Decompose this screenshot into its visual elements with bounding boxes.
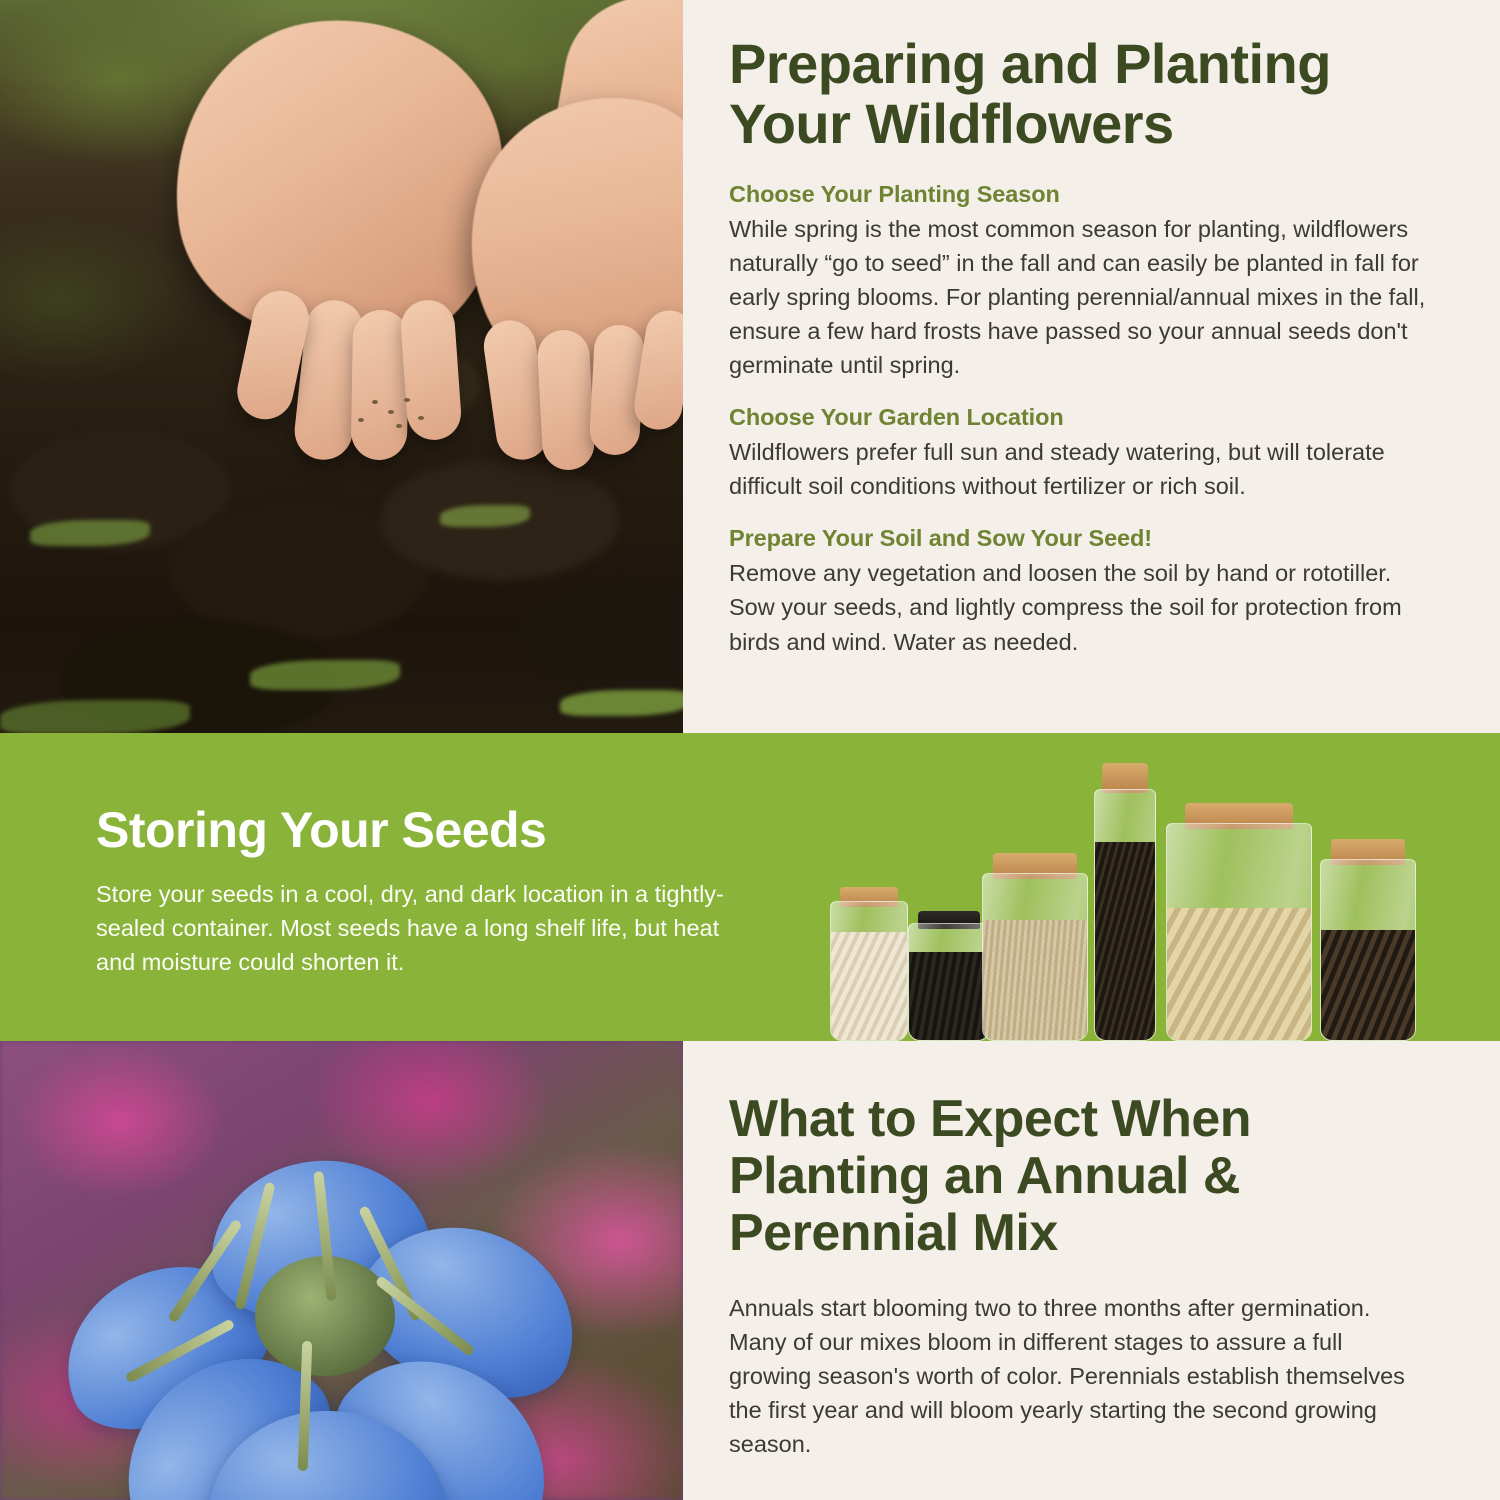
page-title: Preparing and Planting Your Wildflowers bbox=[729, 32, 1331, 156]
body-prepare-soil: Remove any vegetation and loosen the soil by hand or rototiller. Sow your seeds, and lightly compress the soil for protection from birds and wind. Water as needed. bbox=[729, 560, 1402, 655]
seed-jar bbox=[830, 901, 908, 1041]
seed bbox=[418, 416, 424, 420]
jar-contents-white-beans bbox=[831, 932, 907, 1040]
body-garden-location: Wildflowers prefer full sun and steady watering, but will tolerate difficult soil conditions without fertilizer or rich soil. bbox=[729, 439, 1385, 500]
finger bbox=[536, 329, 595, 472]
section-storing-your-seeds bbox=[0, 733, 1500, 1041]
seed-jar bbox=[1320, 859, 1416, 1041]
glass-jars-of-seeds-photo bbox=[830, 751, 1430, 1041]
seed bbox=[372, 400, 378, 404]
section-what-to-expect bbox=[0, 1041, 1500, 1500]
preparing-planting-text bbox=[683, 0, 1500, 733]
seed bbox=[396, 424, 402, 428]
storing-seeds-text bbox=[0, 795, 740, 979]
finger bbox=[399, 298, 463, 441]
soil-sprout bbox=[250, 660, 400, 690]
what-to-expect-title: What to Expect When Planting an Annual & Perennial Mix bbox=[729, 1090, 1252, 1263]
soil-sprout bbox=[0, 700, 190, 733]
seed-jar bbox=[982, 873, 1088, 1041]
what-to-expect-body: Annuals start blooming two to three months after germination. Many of our mixes bloom in different stages to assure a full growing season's worth of color. Perennials establish themselves the first year and will bloom yearly starting the second growing season. bbox=[729, 1294, 1405, 1457]
subheading-garden-location: Choose Your Garden Location bbox=[729, 404, 1064, 431]
blue-love-in-a-mist-flower-photo bbox=[0, 1041, 683, 1500]
storing-seeds-title: Storing Your Seeds bbox=[96, 801, 547, 858]
seed-jar bbox=[1166, 823, 1312, 1041]
soil-sprout bbox=[30, 520, 150, 546]
soil-sprout bbox=[560, 690, 683, 716]
jar-contents-striped-seeds bbox=[1321, 930, 1415, 1040]
soil-sprout bbox=[440, 505, 530, 527]
storing-seeds-body: Store your seeds in a cool, dry, and dark location in a tightly-sealed container. Most seeds have a long shelf life, but heat and moisture could shorten it. bbox=[96, 880, 724, 976]
hand-sowing-seeds-in-soil-photo bbox=[0, 0, 683, 733]
section-preparing-planting bbox=[0, 0, 1500, 733]
seed-jar bbox=[1094, 789, 1156, 1041]
subheading-planting-season: Choose Your Planting Season bbox=[729, 180, 1060, 207]
what-to-expect-text bbox=[683, 1041, 1500, 1500]
seed bbox=[404, 398, 410, 402]
body-planting-season: While spring is the most common season for planting, wildflowers naturally “go to seed” in the fall and can easily be planted in fall for early spring blooms. For planting perennial/annual mixes in the fall, ensure a few hard frosts have passed so your annual seeds don't germinate until spring. bbox=[729, 215, 1426, 379]
seed bbox=[358, 418, 364, 422]
seed-jar bbox=[908, 923, 990, 1041]
jar-contents-tan-seed bbox=[983, 920, 1087, 1040]
jar-contents-black-seed bbox=[909, 952, 989, 1040]
seed bbox=[388, 410, 394, 414]
subheading-prepare-soil: Prepare Your Soil and Sow Your Seed! bbox=[729, 525, 1152, 552]
jar-contents-pumpkin-seeds bbox=[1167, 908, 1311, 1040]
jar-contents-dark-seed bbox=[1095, 842, 1155, 1040]
